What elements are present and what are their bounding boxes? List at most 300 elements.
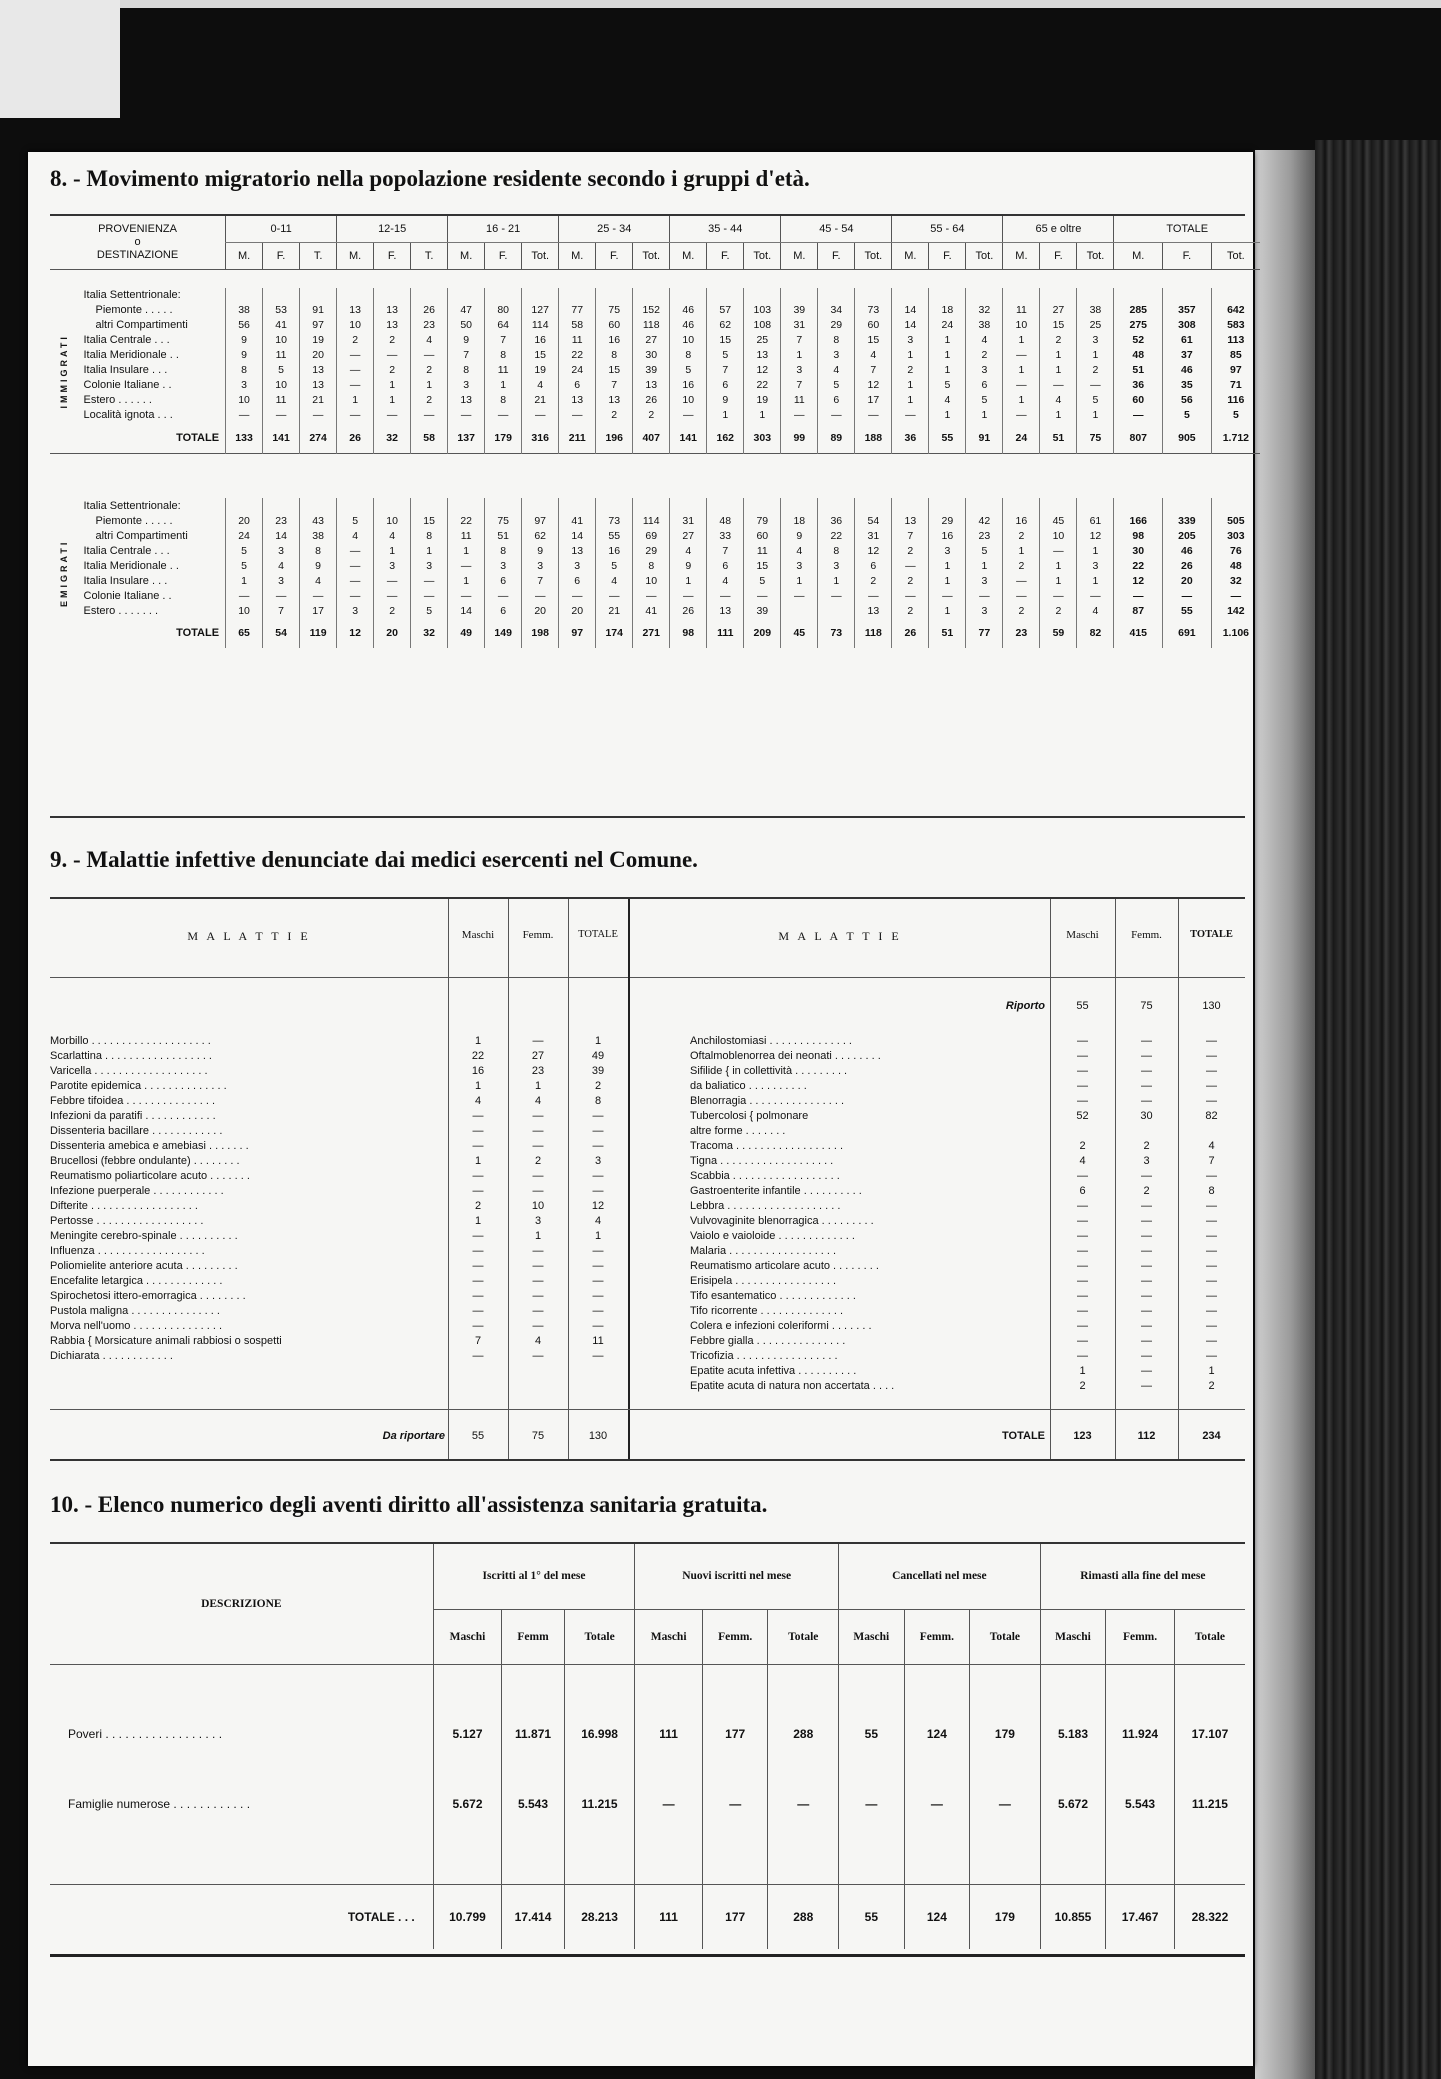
cell <box>485 498 522 513</box>
total-cell: 188 <box>855 423 892 454</box>
cell: 1 <box>1040 408 1077 423</box>
table-row <box>50 1699 1245 1769</box>
disease-count-f: — <box>1141 1290 1152 1302</box>
cell: 1 <box>1003 543 1040 558</box>
cell: 10 <box>670 333 707 348</box>
total-cell: 407 <box>633 423 670 454</box>
row-label: Italia Meridionale . . <box>83 349 179 361</box>
disease-count-t: — <box>1206 1350 1217 1362</box>
cell <box>670 498 707 513</box>
disease-count-t: 49 <box>591 1050 605 1062</box>
disease-count-t: — <box>1206 1215 1217 1227</box>
disease-count-t: 1 <box>1208 1365 1215 1377</box>
disease-count-m: 2 <box>1079 1140 1086 1152</box>
origin-header: PROVENIENZA o DESTINAZIONE <box>96 223 179 261</box>
disease-row <box>50 1169 628 1184</box>
sex-subheader: F. <box>374 243 411 270</box>
total-cell: 12 <box>337 618 374 648</box>
sex-subheader: F. <box>263 243 300 270</box>
total-cell: 17.414 <box>502 1884 565 1949</box>
cell: 2 <box>892 573 929 588</box>
cell: — <box>1003 408 1040 423</box>
disease-row <box>690 1079 1245 1094</box>
disease-row <box>50 1229 628 1244</box>
cell: 98 <box>1114 528 1163 543</box>
cell <box>1040 498 1077 513</box>
table-row <box>50 288 1260 303</box>
disease-label: Poliomielite anteriore acuta . . . . . . . . . <box>50 1260 238 1272</box>
cell: 11 <box>559 333 596 348</box>
cell <box>448 498 485 513</box>
disease-label: da baliatico . . . . . . . . . . <box>690 1080 807 1092</box>
cell <box>1211 288 1260 303</box>
sex-subheader: Tot. <box>522 243 559 270</box>
disease-count-f: 1 <box>534 1230 542 1242</box>
disease-count-t: — <box>592 1245 604 1257</box>
row-label: Italia Settentrionale: <box>83 499 181 512</box>
total-cell: 179 <box>970 1884 1041 1949</box>
disease-label: Lebbra . . . . . . . . . . . . . . . . . . . <box>690 1200 841 1212</box>
cell: — <box>485 408 522 423</box>
row-label: Famiglie numerose . . . . . . . . . . . . <box>68 1797 251 1811</box>
cell: 55 <box>1163 603 1212 618</box>
sex-subheader: Tot. <box>744 243 781 270</box>
cell: 5 <box>411 603 448 618</box>
disease-label: Difterite . . . . . . . . . . . . . . . . . . <box>50 1200 198 1212</box>
cell: 20 <box>522 603 559 618</box>
cell: 2 <box>411 393 448 408</box>
row-label: Italia Settentrionale: <box>83 289 181 301</box>
disease-count-m: — <box>472 1260 484 1272</box>
cell: 5 <box>966 543 1003 558</box>
disease-count-t: — <box>592 1110 604 1122</box>
disease-row <box>690 1034 1245 1049</box>
disease-label: Colera e infezioni coleriformi . . . . . . . <box>690 1320 872 1332</box>
cell: 56 <box>1163 393 1212 408</box>
cell <box>559 498 596 513</box>
cell: 46 <box>670 318 707 333</box>
row-label: Italia Meridionale . . <box>83 559 179 572</box>
cell: 1 <box>374 543 411 558</box>
total-cell: 288 <box>768 1884 839 1949</box>
cell: 35 <box>1163 378 1212 393</box>
cell: 16 <box>929 528 966 543</box>
cell <box>1040 288 1077 303</box>
disease-row <box>50 1334 628 1349</box>
cell: 24 <box>559 363 596 378</box>
disease-label: Scabbia . . . . . . . . . . . . . . . . . . <box>690 1170 840 1182</box>
cell <box>818 498 855 513</box>
cell: 31 <box>670 513 707 528</box>
cell: 52 <box>1114 333 1163 348</box>
disease-count-t: — <box>1206 1095 1217 1107</box>
total-cell: 17.467 <box>1106 1884 1175 1949</box>
disease-count-f: — <box>1141 1095 1152 1107</box>
sex-subheader: Tot. <box>1077 243 1114 270</box>
disease-count-t: 3 <box>594 1155 602 1167</box>
total-cell: 20 <box>374 618 411 648</box>
disease-count-f: — <box>1141 1080 1152 1092</box>
disease-count-f: — <box>532 1140 544 1152</box>
cell: 2 <box>374 603 411 618</box>
total-cell: 303 <box>744 423 781 454</box>
cell: 113 <box>1211 333 1260 348</box>
total-cell: 28.213 <box>564 1884 635 1949</box>
cell: 2 <box>411 363 448 378</box>
cell: 30 <box>1114 543 1163 558</box>
age-group-header: 55 - 64 <box>892 216 1003 243</box>
cell: 5 <box>1163 408 1212 423</box>
females-header-right: Femm. <box>1131 929 1162 941</box>
disease-count-f: — <box>532 1170 544 1182</box>
cell <box>522 288 559 303</box>
sex-subheader: F. <box>1163 243 1212 270</box>
cell: 103 <box>744 303 781 318</box>
cell: — <box>635 1769 703 1839</box>
disease-count-t: 1 <box>594 1230 602 1242</box>
cell: 36 <box>818 513 855 528</box>
cell: — <box>374 408 411 423</box>
cell: — <box>448 408 485 423</box>
disease-label: Tifo esantematico . . . . . . . . . . . . . <box>690 1290 856 1302</box>
disease-label: Spirochetosi ittero-emorragica . . . . . . . . <box>50 1290 246 1302</box>
cell <box>263 288 300 303</box>
cell: 5 <box>966 393 1003 408</box>
cell: 8 <box>485 393 522 408</box>
cell: 1 <box>1077 408 1114 423</box>
disease-count-m: 2 <box>474 1200 482 1212</box>
cell: 23 <box>263 513 300 528</box>
sex-subheader: M. <box>448 243 485 270</box>
disease-count-f: — <box>1141 1335 1152 1347</box>
cell: — <box>300 408 337 423</box>
cell: 13 <box>337 303 374 318</box>
disease-count-t: — <box>1206 1080 1217 1092</box>
disease-count-m: 1 <box>474 1215 482 1227</box>
section-8-title: 8. - Movimento migratorio nella popolazione residente secondo i gruppi d'età. <box>50 166 810 191</box>
sex-subheader: F. <box>596 243 633 270</box>
total-cell: 149 <box>485 618 522 648</box>
cell: 12 <box>855 543 892 558</box>
disease-row <box>690 1049 1245 1064</box>
cell <box>448 288 485 303</box>
cell: 29 <box>929 513 966 528</box>
disease-row <box>50 1049 628 1064</box>
table-row <box>50 333 1260 348</box>
disease-count-m: — <box>1077 1170 1088 1182</box>
group-header-2: Cancellati nel mese <box>839 1544 1041 1609</box>
cell: 22 <box>559 348 596 363</box>
cell: 13 <box>300 363 337 378</box>
cell: 16 <box>1003 513 1040 528</box>
disease-count-f: — <box>1141 1260 1152 1272</box>
cell: 7 <box>707 543 744 558</box>
cell: 27 <box>1040 303 1077 318</box>
cell <box>226 498 263 513</box>
disease-label: Blenorragia . . . . . . . . . . . . . . . . <box>690 1095 845 1107</box>
cell: 4 <box>1040 393 1077 408</box>
total-row <box>50 423 1260 454</box>
cell <box>1163 498 1212 513</box>
cell: 4 <box>707 573 744 588</box>
cell: 29 <box>633 543 670 558</box>
cell: 11.215 <box>564 1769 635 1839</box>
cell: 26 <box>633 393 670 408</box>
cell: 38 <box>300 528 337 543</box>
disease-count-m: — <box>1077 1080 1088 1092</box>
cell: 3 <box>929 543 966 558</box>
total-cell: 111 <box>707 618 744 648</box>
cell <box>670 288 707 303</box>
total-cell: 905 <box>1163 423 1212 454</box>
disease-count-t: 7 <box>1208 1155 1215 1167</box>
disease-count-t: 4 <box>594 1215 602 1227</box>
cell: — <box>411 573 448 588</box>
cell: — <box>839 1769 905 1839</box>
total-cell: 26 <box>892 618 929 648</box>
row-label: Piemonte . . . . . <box>95 304 173 316</box>
cell: 41 <box>263 318 300 333</box>
cell: 9 <box>300 558 337 573</box>
cell: 48 <box>707 513 744 528</box>
disease-count-m: 22 <box>471 1050 485 1062</box>
disease-row <box>690 1214 1245 1229</box>
s9-total-t: 234 <box>1202 1430 1221 1442</box>
cell: — <box>522 408 559 423</box>
cell: 11 <box>744 543 781 558</box>
cell <box>337 498 374 513</box>
disease-count-m: 1 <box>474 1080 482 1092</box>
cell: 55 <box>839 1699 905 1769</box>
disease-row <box>690 1379 1245 1394</box>
cell: 5 <box>263 363 300 378</box>
cell: 45 <box>1040 513 1077 528</box>
disease-label: Brucellosi (febbre ondulante) . . . . . . . . <box>50 1155 240 1167</box>
cell: 1 <box>337 393 374 408</box>
cell: 39 <box>781 303 818 318</box>
disease-count-t: — <box>1206 1275 1217 1287</box>
total-cell: 82 <box>1077 618 1114 648</box>
cell: 166 <box>1114 513 1163 528</box>
disease-label: Dichiarata . . . . . . . . . . . . <box>50 1350 173 1362</box>
cell: — <box>337 348 374 363</box>
cell: 5.672 <box>1040 1769 1106 1839</box>
cell: 50 <box>448 318 485 333</box>
cell: 308 <box>1163 318 1212 333</box>
disease-count-f: 1 <box>534 1080 542 1092</box>
disease-count-m: — <box>472 1275 484 1287</box>
disease-label: Epatite acuta infettiva . . . . . . . . . . <box>690 1365 857 1377</box>
cell: 10 <box>263 333 300 348</box>
row-label: Italia Insulare . . . <box>83 574 168 587</box>
cell: 6 <box>485 603 522 618</box>
total-cell: 415 <box>1114 618 1163 648</box>
sub-header: Totale <box>970 1609 1041 1664</box>
cell: 3 <box>892 333 929 348</box>
total-cell: 49 <box>448 618 485 648</box>
cell: — <box>263 588 300 603</box>
cell: 2 <box>966 348 1003 363</box>
group-header-1: Nuovi iscritti nel mese <box>635 1544 839 1609</box>
cell: 15 <box>707 333 744 348</box>
row-label: Estero . . . . . . . <box>83 604 159 617</box>
total-cell: 177 <box>702 1884 768 1949</box>
disease-count-t: — <box>1206 1230 1217 1242</box>
cell: 11 <box>485 363 522 378</box>
cell: — <box>522 588 559 603</box>
row-label: Italia Centrale . . . <box>83 334 170 346</box>
disease-count-f: — <box>1141 1365 1152 1377</box>
cell: 4 <box>596 573 633 588</box>
cell: 3 <box>448 378 485 393</box>
row-label: altri Compartimenti <box>95 529 188 542</box>
disease-count-m: — <box>472 1350 484 1362</box>
cell: 87 <box>1114 603 1163 618</box>
total-cell: 274 <box>300 423 337 454</box>
disease-row <box>690 1349 1245 1364</box>
sub-header: Femm <box>502 1609 565 1664</box>
disease-count-m: — <box>1077 1215 1088 1227</box>
cell: 22 <box>448 513 485 528</box>
cell: 24 <box>226 528 263 543</box>
age-group-header: 45 - 54 <box>781 216 892 243</box>
disease-count-f: — <box>1141 1065 1152 1077</box>
disease-count-t: 12 <box>591 1200 605 1212</box>
cell <box>744 498 781 513</box>
cell: 33 <box>707 528 744 543</box>
cell: 34 <box>818 303 855 318</box>
cell: 1 <box>929 363 966 378</box>
diseases-right-list <box>690 1034 1245 1394</box>
total-cell: 119 <box>300 618 337 648</box>
cell: 20 <box>300 348 337 363</box>
cell: 2 <box>374 333 411 348</box>
disease-label: Tracoma . . . . . . . . . . . . . . . . . . <box>690 1140 844 1152</box>
cell: 11.871 <box>502 1699 565 1769</box>
cell: 3 <box>781 558 818 573</box>
cell: 36 <box>1114 378 1163 393</box>
cell: — <box>411 348 448 363</box>
cell: 4 <box>263 558 300 573</box>
cell: 1 <box>966 408 1003 423</box>
sub-header: Femm. <box>1106 1609 1175 1664</box>
disease-count-t: — <box>592 1140 604 1152</box>
cell: — <box>337 573 374 588</box>
cell: 1 <box>411 378 448 393</box>
disease-count-m: 6 <box>1079 1185 1086 1197</box>
disease-row <box>690 1154 1245 1169</box>
total-cell: 1.712 <box>1211 423 1260 454</box>
cell: 8 <box>448 363 485 378</box>
disease-label: Febbre gialla . . . . . . . . . . . . . . . <box>690 1335 846 1347</box>
cell: 13 <box>892 513 929 528</box>
cell: 7 <box>855 363 892 378</box>
cell: 1 <box>374 393 411 408</box>
cell: 14 <box>263 528 300 543</box>
cell: 7 <box>707 363 744 378</box>
table-row <box>50 378 1260 393</box>
cell: 13 <box>559 393 596 408</box>
cell: 48 <box>1114 348 1163 363</box>
cell: 12 <box>744 363 781 378</box>
cell: 60 <box>855 318 892 333</box>
cell: 21 <box>300 393 337 408</box>
disease-row <box>690 1244 1245 1259</box>
disease-count-f: — <box>532 1320 544 1332</box>
disease-count-t: — <box>592 1260 604 1272</box>
cell <box>1077 498 1114 513</box>
disease-count-t: — <box>1206 1065 1217 1077</box>
total-cell: 1.106 <box>1211 618 1260 648</box>
cell <box>337 288 374 303</box>
total-cell: 55 <box>839 1884 905 1949</box>
disease-row <box>50 1109 628 1124</box>
disease-label: Vulvovaginite blenorragica . . . . . . . . . <box>690 1215 874 1227</box>
cell: 17.107 <box>1174 1699 1245 1769</box>
table-row <box>50 408 1260 423</box>
total-cell: 807 <box>1114 423 1163 454</box>
cell: 4 <box>966 333 1003 348</box>
total-cell: 97 <box>559 618 596 648</box>
da-riportare-f: 75 <box>531 1430 545 1442</box>
disease-count-m: — <box>472 1140 484 1152</box>
males-header-right: Maschi <box>1066 929 1099 941</box>
cell: 3 <box>522 558 559 573</box>
cell: 80 <box>485 303 522 318</box>
cell: 64 <box>485 318 522 333</box>
cell: 5.672 <box>433 1769 502 1839</box>
cell: — <box>1163 588 1212 603</box>
cell: 4 <box>374 528 411 543</box>
cell: 1 <box>374 378 411 393</box>
disease-label: Infezioni da paratifi . . . . . . . . . . . . <box>50 1110 216 1122</box>
cell: 5.543 <box>502 1769 565 1839</box>
sex-subheader: M. <box>1003 243 1040 270</box>
cell: 31 <box>781 318 818 333</box>
cell: — <box>448 588 485 603</box>
cell: 1 <box>781 573 818 588</box>
cell: 12 <box>1077 528 1114 543</box>
total-cell: 89 <box>818 423 855 454</box>
disease-label: altre forme . . . . . . . <box>690 1125 786 1137</box>
total-cell: 55 <box>929 423 966 454</box>
disease-count-m: — <box>1077 1320 1088 1332</box>
cell: 22 <box>818 528 855 543</box>
cell: 38 <box>966 318 1003 333</box>
cell: 62 <box>522 528 559 543</box>
cell: 85 <box>1211 348 1260 363</box>
cell: — <box>1040 378 1077 393</box>
disease-row <box>50 1184 628 1199</box>
disease-count-t: — <box>592 1275 604 1287</box>
total-cell: 99 <box>781 423 818 454</box>
diseases-header-right: M A L A T T I E <box>778 929 902 943</box>
cell: 1 <box>744 408 781 423</box>
disease-row <box>50 1289 628 1304</box>
cell: 75 <box>596 303 633 318</box>
disease-row <box>50 1259 628 1274</box>
cell <box>1211 498 1260 513</box>
table-row <box>50 543 1260 558</box>
cell: 1 <box>892 348 929 363</box>
cell: 505 <box>1211 513 1260 528</box>
cell: 9 <box>670 558 707 573</box>
cell: 51 <box>1114 363 1163 378</box>
side-label: EMIGRATI <box>58 539 69 607</box>
table-row <box>50 318 1260 333</box>
cell: 21 <box>522 393 559 408</box>
disease-row <box>690 1334 1245 1349</box>
